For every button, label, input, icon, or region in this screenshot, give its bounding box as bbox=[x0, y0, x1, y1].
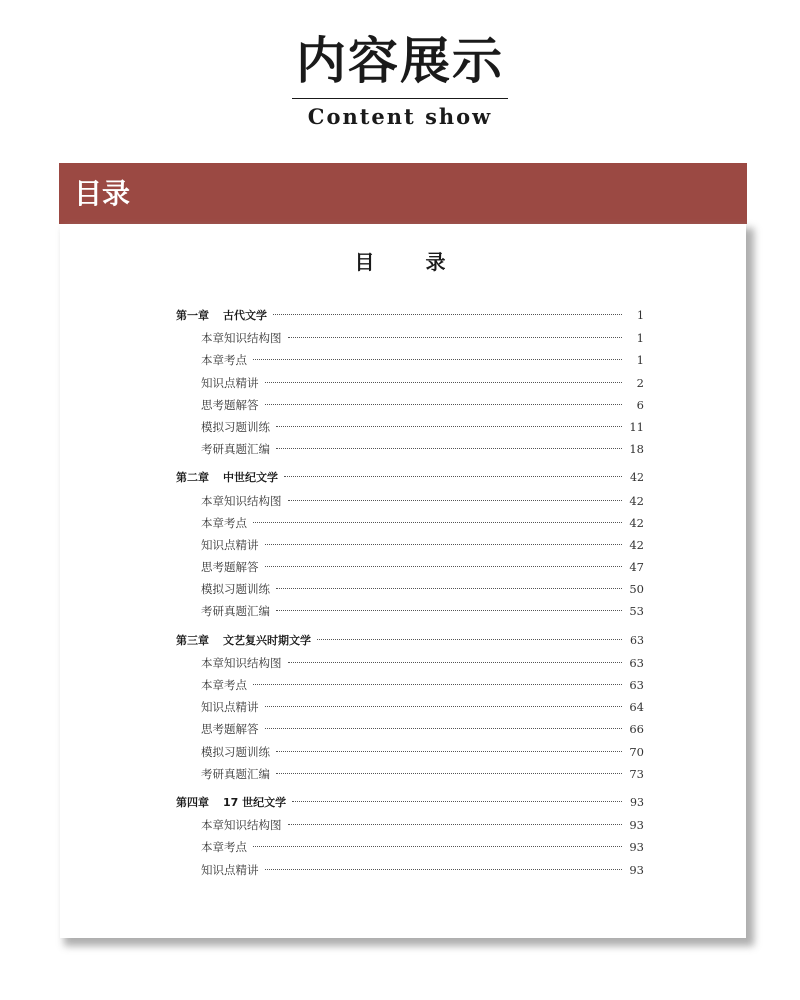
dot-leader bbox=[276, 773, 622, 774]
page-number: 93 bbox=[629, 862, 644, 877]
section-title: 知识点精讲 bbox=[201, 375, 259, 390]
dot-leader bbox=[276, 448, 622, 449]
section-title: 本章知识结构图 bbox=[201, 655, 282, 670]
hero-subtitle: Content show bbox=[307, 104, 493, 129]
page-number: 18 bbox=[629, 442, 644, 457]
dot-leader bbox=[265, 706, 623, 707]
section-title: 思考题解答 bbox=[201, 560, 259, 575]
toc-section-row bbox=[176, 836, 644, 858]
toc-section-row bbox=[176, 416, 644, 438]
page-number: 93 bbox=[630, 795, 644, 809]
toc-section-row bbox=[176, 349, 644, 371]
dot-leader bbox=[288, 824, 623, 825]
section-title: 考研真题汇编 bbox=[201, 604, 270, 619]
dot-leader bbox=[288, 337, 623, 338]
page-number: 63 bbox=[629, 655, 644, 670]
dot-leader bbox=[284, 476, 622, 477]
toc-section-row bbox=[176, 512, 644, 534]
page-number: 11 bbox=[629, 419, 644, 434]
dot-leader bbox=[253, 359, 622, 360]
dot-leader bbox=[265, 404, 623, 405]
section-title: 知识点精讲 bbox=[201, 537, 259, 552]
chapter-number: 第一章 bbox=[176, 309, 209, 322]
toc-section-row bbox=[176, 859, 644, 881]
page-number: 66 bbox=[629, 722, 644, 737]
section-title: 本章考点 bbox=[201, 678, 247, 692]
page-number: 63 bbox=[630, 633, 644, 647]
toc-chapter-row bbox=[176, 630, 644, 652]
chapter-title: 古代文学 bbox=[223, 309, 267, 322]
dot-leader bbox=[265, 869, 623, 870]
section-title: 知识点精讲 bbox=[201, 862, 259, 877]
section-title: 本章考点 bbox=[201, 515, 247, 530]
dot-leader bbox=[288, 500, 623, 501]
page-number: 42 bbox=[629, 537, 644, 552]
page-number: 42 bbox=[629, 493, 644, 508]
dot-leader bbox=[253, 846, 622, 847]
page-number: 93 bbox=[629, 818, 644, 833]
page-number: 93 bbox=[629, 840, 644, 855]
page-number: 63 bbox=[629, 678, 644, 692]
toc-chapter-row bbox=[176, 792, 644, 814]
section-title: 思考题解答 bbox=[201, 722, 259, 737]
section-title: 本章考点 bbox=[201, 353, 247, 368]
section-title: 知识点精讲 bbox=[201, 700, 259, 715]
toc-section-row bbox=[176, 741, 644, 763]
dot-leader bbox=[292, 801, 622, 802]
hero-divider bbox=[292, 98, 508, 99]
toc-section-row bbox=[176, 763, 644, 785]
dot-leader bbox=[276, 610, 622, 611]
page-number: 64 bbox=[629, 700, 644, 715]
dot-leader bbox=[288, 662, 623, 663]
page-number: 1 bbox=[636, 353, 644, 368]
toc-section-row bbox=[176, 696, 644, 718]
chapter-title: 文艺复兴时期文学 bbox=[223, 633, 311, 647]
dot-leader bbox=[253, 522, 622, 523]
toc-section-row bbox=[176, 327, 644, 349]
section-title: 本章考点 bbox=[201, 840, 247, 855]
section-title: 考研真题汇编 bbox=[201, 766, 270, 781]
page-number: 47 bbox=[629, 560, 644, 575]
dot-leader bbox=[265, 566, 623, 567]
page-number: 6 bbox=[636, 397, 644, 412]
page-number: 50 bbox=[629, 582, 644, 597]
toc-list bbox=[176, 305, 644, 881]
section-banner bbox=[59, 163, 747, 224]
section-title: 思考题解答 bbox=[201, 397, 259, 412]
toc-section-row bbox=[176, 578, 644, 600]
page-number: 1 bbox=[637, 309, 644, 322]
toc-section-row bbox=[176, 372, 644, 394]
toc-section-row bbox=[176, 438, 644, 460]
toc-section-row bbox=[176, 394, 644, 416]
chapter-number: 第四章 bbox=[176, 795, 209, 809]
chapter-number: 第三章 bbox=[176, 633, 209, 647]
page-number: 1 bbox=[636, 331, 644, 346]
page-number: 42 bbox=[630, 471, 644, 485]
dot-leader bbox=[317, 639, 622, 640]
toc-section-row bbox=[176, 814, 644, 836]
toc-section-row bbox=[176, 718, 644, 740]
toc-section-row bbox=[176, 556, 644, 578]
section-title: 模拟习题训练 bbox=[201, 582, 270, 597]
section-title: 模拟习题训练 bbox=[201, 744, 270, 759]
dot-leader bbox=[276, 588, 622, 589]
dot-leader bbox=[273, 314, 622, 315]
toc-section-row bbox=[176, 600, 644, 622]
dot-leader bbox=[276, 426, 622, 427]
section-title: 本章知识结构图 bbox=[201, 818, 282, 833]
page-number: 70 bbox=[629, 744, 644, 759]
page-number: 53 bbox=[629, 604, 644, 619]
toc-section-row bbox=[176, 652, 644, 674]
toc-chapter-row bbox=[176, 467, 644, 489]
chapter-title: 中世纪文学 bbox=[223, 471, 278, 485]
toc-section-row bbox=[176, 534, 644, 556]
toc-section-row bbox=[176, 490, 644, 512]
dot-leader bbox=[265, 728, 623, 729]
toc-section-row bbox=[176, 674, 644, 696]
section-title: 模拟习题训练 bbox=[201, 419, 270, 434]
toc-heading: 目 录 bbox=[354, 250, 446, 274]
chapter-title: 17 世纪文学 bbox=[223, 795, 287, 809]
hero-title: 内容展示 bbox=[296, 31, 504, 90]
page-number: 73 bbox=[629, 766, 644, 781]
dot-leader bbox=[265, 544, 623, 545]
section-title: 考研真题汇编 bbox=[201, 442, 270, 457]
page-number: 2 bbox=[636, 375, 644, 390]
section-title: 本章知识结构图 bbox=[201, 493, 282, 508]
dot-leader bbox=[265, 382, 623, 383]
banner-label: 目录 bbox=[74, 177, 131, 210]
page-number: 42 bbox=[629, 515, 644, 530]
toc-chapter-row bbox=[176, 305, 644, 327]
chapter-number: 第二章 bbox=[176, 471, 209, 485]
dot-leader bbox=[276, 751, 622, 752]
section-title: 本章知识结构图 bbox=[201, 331, 282, 346]
dot-leader bbox=[253, 684, 622, 685]
